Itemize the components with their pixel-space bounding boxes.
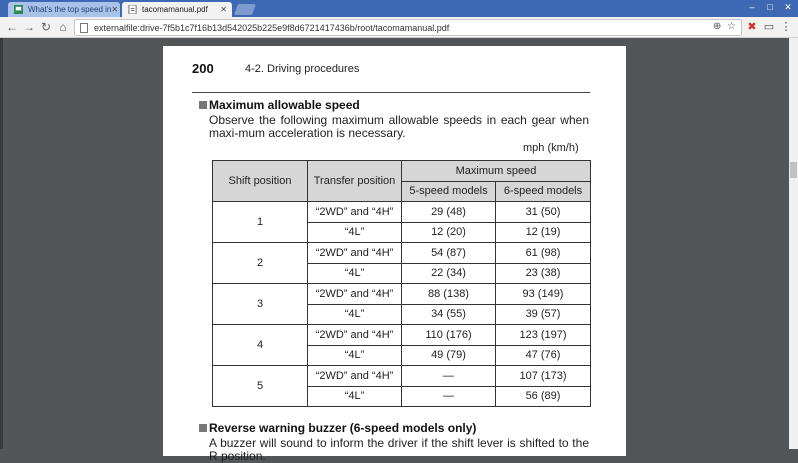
speed6-cell: 61 (98): [496, 243, 591, 264]
speed5-cell: 110 (176): [402, 325, 496, 346]
speed5-cell: —: [402, 386, 496, 407]
new-tab-button[interactable]: [234, 4, 256, 15]
back-icon[interactable]: ←: [6, 20, 18, 34]
header-divider: [192, 92, 590, 93]
speed6-cell: 47 (76): [496, 345, 591, 366]
speed6-cell: 93 (149): [496, 284, 591, 305]
tab-pdf[interactable]: [122, 2, 232, 17]
shift-cell: 4: [213, 325, 308, 366]
transfer-cell: “2WD” and “4H”: [308, 284, 402, 305]
transfer-cell: “2WD” and “4H”: [308, 366, 402, 387]
document-favicon-icon: [128, 5, 137, 14]
speed6-cell: 107 (173): [496, 366, 591, 387]
scrollbar[interactable]: [789, 38, 798, 449]
paragraph-max-speed: Observe the following maximum allowable speeds in each gear when maxi-mum acceleration is necessary.: [209, 113, 589, 140]
page-info-icon[interactable]: [80, 23, 88, 33]
bullet-square-icon: [199, 101, 207, 109]
reload-icon[interactable]: ↻: [40, 20, 52, 34]
shift-cell: 5: [213, 366, 308, 407]
transfer-cell: “2WD” and “4H”: [308, 243, 402, 264]
pdf-page: [163, 46, 626, 463]
section-title: 4-2. Driving procedures: [245, 63, 360, 75]
tab-label: tacomamanual.pdf: [142, 5, 208, 14]
tab-search[interactable]: [8, 2, 120, 17]
address-bar[interactable]: [74, 19, 742, 36]
scrollbar-thumb[interactable]: [790, 162, 797, 178]
speed6-cell: 23 (38): [496, 263, 591, 284]
heading-reverse-buzzer: Reverse warning buzzer (6-speed models only): [199, 421, 476, 435]
browser-toolbar: [0, 17, 798, 38]
maximize-button[interactable]: □: [767, 2, 773, 12]
pdf-viewer: [0, 38, 798, 463]
bullet-square-icon: [199, 424, 207, 432]
speed5-cell: 22 (34): [402, 263, 496, 284]
transfer-cell: “2WD” and “4H”: [308, 325, 402, 346]
header-shift: Shift position: [213, 161, 308, 202]
speed6-cell: 123 (197): [496, 325, 591, 346]
transfer-cell: “4L”: [308, 304, 402, 325]
close-window-button[interactable]: ✕: [784, 2, 792, 12]
shift-cell: 3: [213, 284, 308, 325]
transfer-cell: “4L”: [308, 386, 402, 407]
bookmark-star-icon[interactable]: ☆: [727, 21, 736, 32]
close-tab-icon[interactable]: ✕: [111, 5, 119, 14]
speed6-cell: 31 (50): [496, 202, 591, 223]
speed5-cell: —: [402, 366, 496, 387]
speed5-cell: 49 (79): [402, 345, 496, 366]
tab-strip: [0, 0, 798, 17]
tab-label: What's the top speed in: [28, 5, 112, 14]
home-icon[interactable]: ⌂: [59, 20, 67, 34]
speed5-cell: 29 (48): [402, 202, 496, 223]
transfer-cell: “4L”: [308, 263, 402, 284]
header-6-speed: 6-speed models: [496, 181, 591, 202]
paragraph-reverse-buzzer: A buzzer will sound to inform the driver if the shift lever is shifted to the R position.: [209, 436, 589, 463]
transfer-cell: “4L”: [308, 222, 402, 243]
extension-icon[interactable]: ✖: [747, 21, 757, 33]
viewer-edge: [0, 38, 3, 449]
speed6-cell: 39 (57): [496, 304, 591, 325]
speed5-cell: 88 (138): [402, 284, 496, 305]
header-transfer: Transfer position: [308, 161, 402, 202]
speed6-cell: 56 (89): [496, 386, 591, 407]
header-max-speed: Maximum speed: [402, 161, 591, 182]
speed5-cell: 54 (87): [402, 243, 496, 264]
cast-icon[interactable]: ▭: [763, 21, 775, 33]
transfer-cell: “2WD” and “4H”: [308, 202, 402, 223]
speed6-cell: 12 (19): [496, 222, 591, 243]
heading-max-speed: Maximum allowable speed: [199, 98, 360, 112]
forward-icon[interactable]: →: [23, 20, 35, 34]
shift-cell: 2: [213, 243, 308, 284]
close-tab-icon[interactable]: ✕: [220, 5, 227, 14]
header-5-speed: 5-speed models: [402, 181, 496, 202]
speed5-cell: 34 (55): [402, 304, 496, 325]
minimize-button[interactable]: –: [749, 2, 755, 12]
forum-favicon-icon: [14, 5, 23, 14]
transfer-cell: “4L”: [308, 345, 402, 366]
speed-table: [212, 160, 591, 407]
zoom-icon[interactable]: ⊕: [713, 21, 722, 32]
page-number: 200: [192, 61, 214, 76]
menu-icon[interactable]: ⋮: [780, 21, 792, 33]
unit-label: mph (km/h): [523, 142, 579, 154]
speed5-cell: 12 (20): [402, 222, 496, 243]
url-text: externalfile:drive-7f5b1c7f16b13d542025b225e9f8d6721417436b/root/tacomamanual.pdf: [94, 22, 450, 33]
shift-cell: 1: [213, 202, 308, 243]
